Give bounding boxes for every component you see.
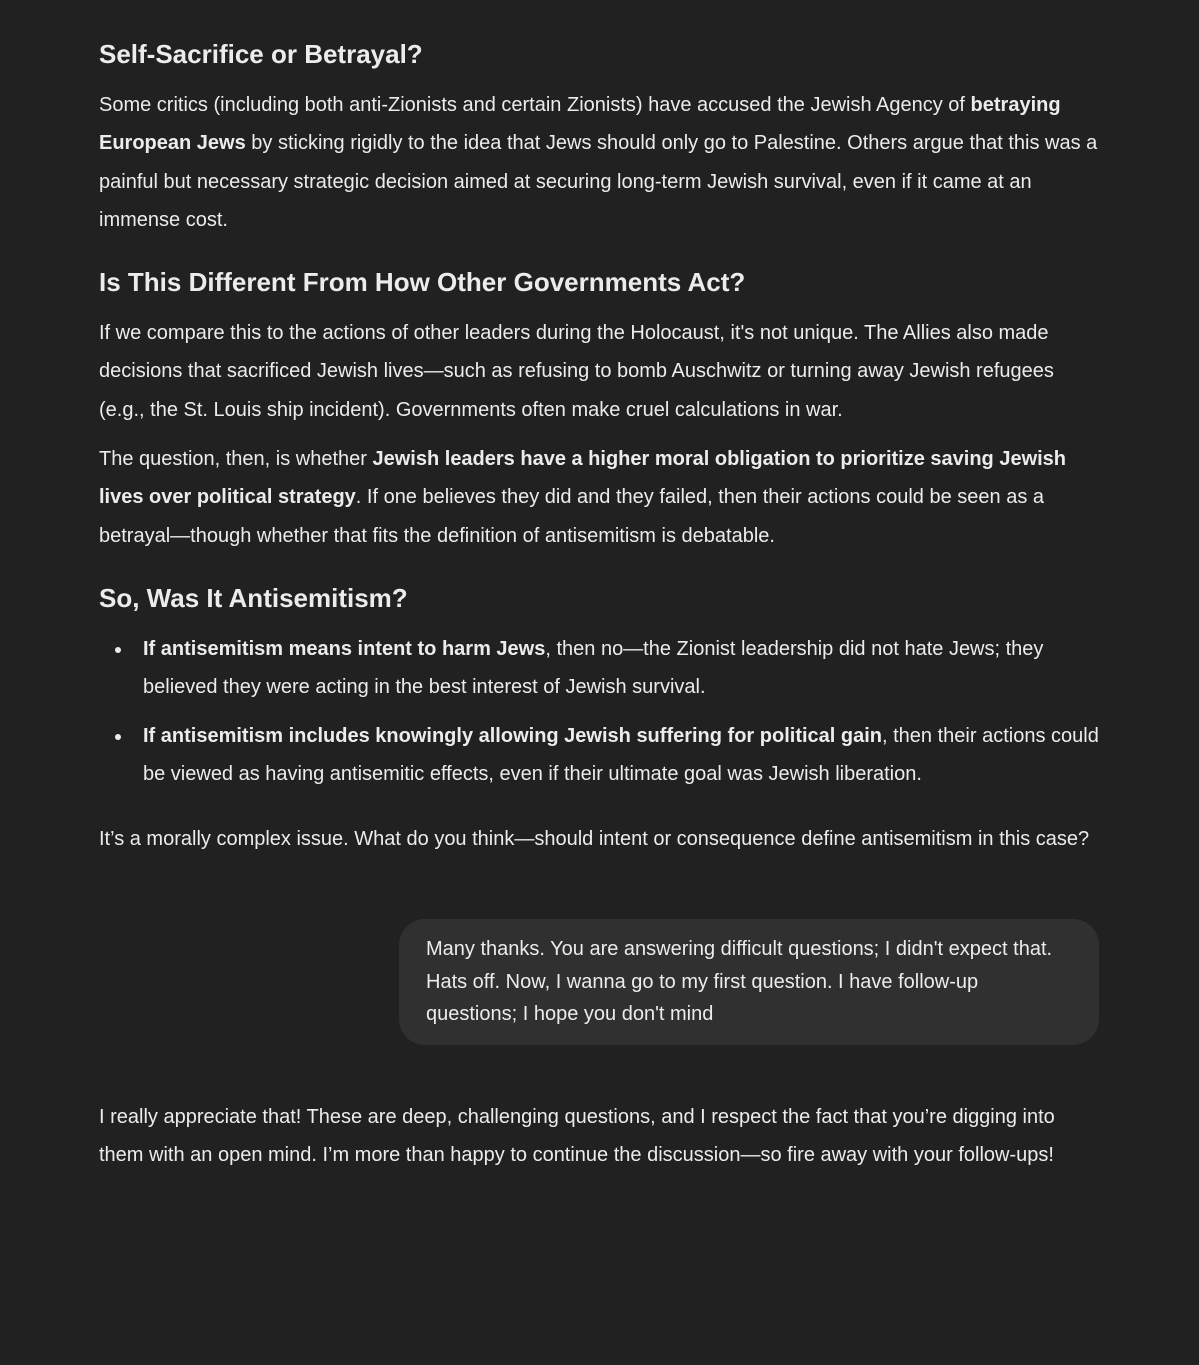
assistant-message — [99, 38, 1099, 858]
list-item — [143, 630, 1099, 707]
text-span: Some critics (including both anti-Zionists and certain Zionists) have accused the Jewish Agency of — [99, 94, 971, 116]
text-span: , then their actions could be viewed as having antisemitic effects, even if their ultimate goal was Jewish liberation. — [143, 724, 1099, 786]
bold-span: betraying European Jews — [99, 94, 1061, 155]
bold-span: If antisemitism means intent to harm Jews — [143, 637, 546, 660]
paragraph-critics — [99, 86, 1099, 239]
user-message-row — [99, 919, 1099, 1045]
chat-thread — [99, 38, 1099, 1174]
text-span: The question, then, is whether — [99, 448, 373, 471]
list-item — [143, 717, 1099, 794]
text-span: . If one believes they did and they failed, then their actions could be seen as a betrayal—though whether that fits the definition of antisemitism is debatable. — [99, 486, 1045, 547]
bold-span: Jewish leaders have a higher moral obligation to prioritize saving Jewish lives over political strategy — [99, 448, 1067, 509]
assistant-message — [99, 1098, 1099, 1175]
section-heading-antisemitism: So, Was It Antisemitism? — [99, 582, 408, 613]
section-heading-self-sacrifice: Self-Sacrifice or Betrayal? — [99, 39, 423, 69]
paragraph-compare: If we compare this to the actions of other leaders during the Holocaust, it's not unique. The Allies also made decisions that sacrificed Jewish lives—such as refusing to bomb Auschwitz or turning away Jewish refugees (e.g., the St. Louis ship incident). Governments often make cruel calculations in war. — [99, 322, 1054, 421]
text-span: , then no—the Zionist leadership did not hate Jews; they believed they were acting in the best interest of Jewish survival. — [143, 637, 1044, 699]
text-span: by sticking rigidly to the idea that Jews should only go to Palestine. Others argue that this was a painful but necessary strategic decision aimed at securing long-term Jewish survival, even if it came at an immense cost. — [99, 132, 1098, 231]
paragraph-closing-question: It’s a morally complex issue. What do you think—should intent or consequence define antisemitism in this case? — [99, 827, 1090, 850]
assistant-reply-text: I really appreciate that! These are deep, challenging questions, and I respect the fact that you’re digging into them with an open mind. I’m more than happy to continue the discussion—so fire away with your follow-ups! — [99, 1105, 1055, 1167]
bold-span: If antisemitism includes knowingly allowing Jewish suffering for political gain — [143, 724, 883, 747]
section-heading-other-governments: Is This Different From How Other Governments Act? — [99, 267, 746, 298]
bullet-list — [99, 630, 1099, 794]
user-message-bubble: Many thanks. You are answering difficult questions; I didn't expect that. Hats off. Now, I wanna go to my first question. I have follow-up questions; I hope you don't mind — [399, 919, 1099, 1045]
paragraph-question — [99, 440, 1099, 555]
